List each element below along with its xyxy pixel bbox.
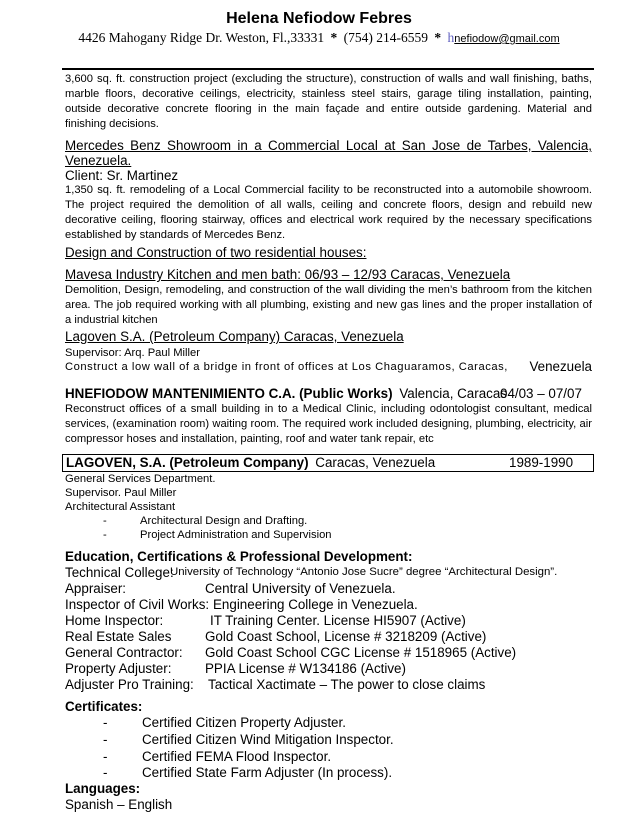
education-value: Gold Coast School, License # 3218209 (Active) xyxy=(205,629,487,644)
lagoven1-title: Lagoven S.A. (Petroleum Company) Caracas, Venezuela xyxy=(65,329,404,344)
lagoven2-dates: 1989-1990 xyxy=(509,455,574,470)
hnefiodow-company: HNEFIODOW MANTENIMIENTO C.A. (Public Works) xyxy=(65,386,393,401)
phone: (754) 214-6559 xyxy=(343,30,429,45)
mavesa-title: Mavesa Industry Kitchen and men bath: 06/93 – 12/93 Caracas, Venezuela xyxy=(65,267,511,282)
lagoven1-line xyxy=(65,360,592,375)
lagoven1-supervisor: Supervisor: Arq. Paul Miller xyxy=(65,347,200,359)
bullet-dash: - xyxy=(103,529,107,541)
hnefiodow-dates: 04/03 – 07/07 xyxy=(500,386,582,401)
education-row xyxy=(65,660,406,677)
bullet-dash: - xyxy=(103,515,107,527)
separator: * xyxy=(330,30,338,45)
education-value: PPIA License # W134186 (Active) xyxy=(205,661,406,676)
duty-text: Architectural Design and Drafting. xyxy=(140,515,308,527)
education-value: IT Training Center. License HI5907 (Active) xyxy=(210,613,466,628)
bullet-dash: - xyxy=(103,765,108,780)
lagoven2-dept: General Services Department. xyxy=(65,473,216,485)
education-label: Adjuster Pro Training: xyxy=(65,677,194,692)
education-label: Inspector of Civil Works: xyxy=(65,597,210,612)
languages-value: Spanish – English xyxy=(65,797,173,812)
hnefiodow-location: Valencia, Caracas xyxy=(399,386,508,401)
certificate-text: Certified Citizen Property Adjuster. xyxy=(142,715,346,730)
education-label: Technical College: xyxy=(65,565,174,580)
mercedes-client: Client: Sr. Martinez xyxy=(65,168,179,183)
lagoven1-country: Venezuela xyxy=(529,359,592,374)
education-value: Tactical Xactimate – The power to close claims xyxy=(208,677,486,692)
mercedes-title-line2: Venezuela. xyxy=(65,153,132,168)
education-row-technical xyxy=(65,564,558,581)
education-row xyxy=(65,644,517,661)
bullet-dash: - xyxy=(103,732,108,747)
email-link[interactable]: nefiodow@gmail.com xyxy=(454,33,560,45)
contact-line xyxy=(0,30,638,46)
mavesa-paragraph: Demolition, Design, remodeling, and construction of the wall dividing the men’s bathroom from the kitchen area. The job required working with all plumbing, existing and new gas lines and the proper installation of a industrial kitchen xyxy=(65,284,592,326)
mercedes-title-line1: Mercedes Benz Showroom in a Commercial Local at San Jose de Tarbes, Valencia, xyxy=(65,138,592,153)
education-label: General Contractor: xyxy=(65,645,183,660)
hnefiodow-heading xyxy=(65,386,592,402)
lagoven2-supervisor: Supervisor. Paul Miller xyxy=(65,487,177,499)
hnefiodow-paragraph: Reconstruct offices of a small building in to a Medical Clinic, including odontologist consultant, medical services, (examination room) waiting room. The required work included designing, plumbing, electricity, air compressor hoses and installation, painting, roof and water tank repair, etc xyxy=(65,403,592,445)
intro-paragraph: 3,600 sq. ft. construction project (excluding the structure), construction of walls and wall finishing, baths, marble floors, decorative ceilings, electricity, stainless steel stairs, garage tiling installation, painting, outside decorative concrete flooring in the main façade and entire outside gardening. Material and finishing decisions. xyxy=(65,73,592,130)
candidate-name: Helena Nefiodow Febres xyxy=(226,10,412,27)
education-value: Gold Coast School CGC License # 1518965 (Active) xyxy=(205,645,517,660)
education-label: Appraiser: xyxy=(65,581,127,596)
separator: * xyxy=(434,30,442,45)
address: 4426 Mahogany Ridge Dr. Weston, Fl.,33331 xyxy=(78,30,325,45)
lagoven2-heading-box xyxy=(62,454,594,472)
education-row xyxy=(65,612,466,629)
email-initial: h xyxy=(447,30,455,45)
education-label: Home Inspector: xyxy=(65,613,164,628)
education-heading: Education, Certifications & Professional Development: xyxy=(65,549,413,564)
languages-heading: Languages: xyxy=(65,781,141,796)
mercedes-paragraph: 1,350 sq. ft. remodeling of a Local Commercial facility to be reconstructed into a automobile showroom. The project required the demolition of all walls, ceiling and concrete floors, design and rebuild new decorative ceiling, flooring stairway, offices and electrical work required by the necessary specifications established by standards of Mercedes Benz. xyxy=(65,184,592,241)
lagoven1-text: Construct a low wall of a bridge in front of offices at Los Chaguaramos, Caracas, xyxy=(65,361,508,373)
header-rule xyxy=(62,68,594,70)
certificate-text: Certified State Farm Adjuster (In process). xyxy=(142,765,393,780)
education-label: Real Estate Sales xyxy=(65,629,172,644)
education-value: Engineering College in Venezuela. xyxy=(213,597,418,612)
education-value: University of Technology “Antonio Jose Sucre” degree “Architectural Design”. xyxy=(170,566,558,578)
education-label: Property Adjuster: xyxy=(65,661,172,676)
certificate-text: Certified Citizen Wind Mitigation Inspector. xyxy=(142,732,394,747)
lagoven2-role: Architectural Assistant xyxy=(65,501,176,513)
lagoven2-company: LAGOVEN, S.A. (Petroleum Company) xyxy=(66,455,309,470)
education-row xyxy=(65,596,418,613)
duty-text: Project Administration and Supervision xyxy=(140,529,332,541)
lagoven2-location: Caracas, Venezuela xyxy=(315,455,436,470)
education-row xyxy=(65,676,486,693)
education-row xyxy=(65,628,487,645)
certificates-heading: Certificates: xyxy=(65,699,143,714)
education-value: Central University of Venezuela. xyxy=(205,581,396,596)
bullet-dash: - xyxy=(103,749,108,764)
certificate-text: Certified FEMA Flood Inspector. xyxy=(142,749,332,764)
education-row xyxy=(65,580,396,597)
bullet-dash: - xyxy=(103,715,108,730)
residential-title: Design and Construction of two residential houses: xyxy=(65,245,367,260)
